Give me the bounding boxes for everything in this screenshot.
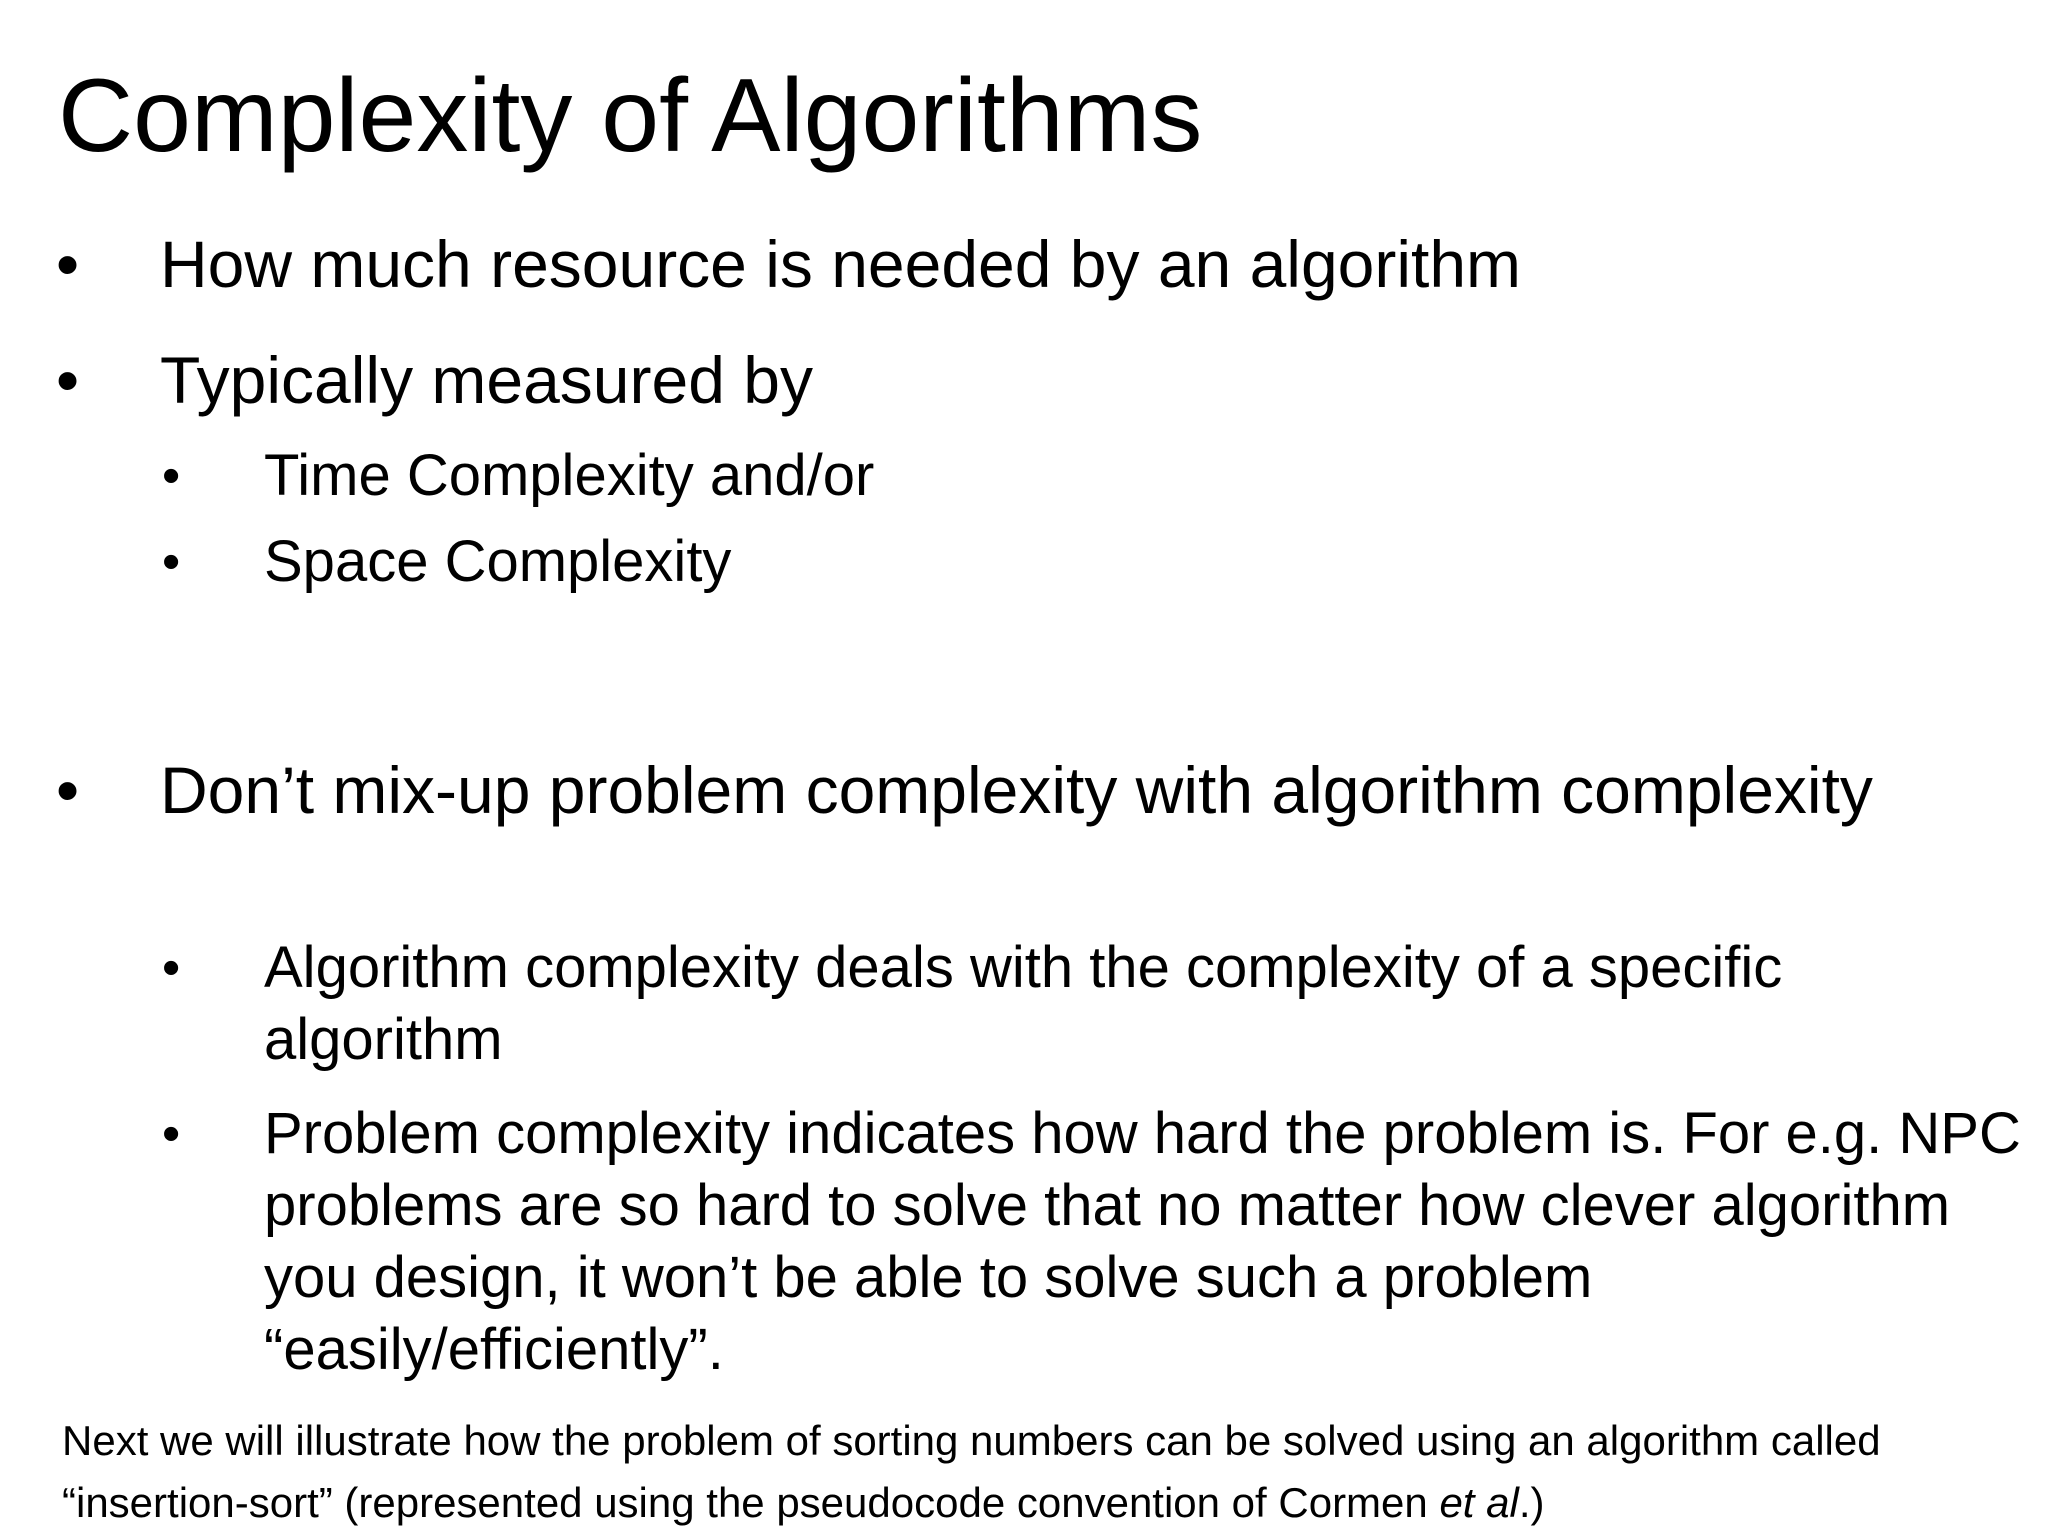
bullet-item bbox=[56, 338, 2016, 422]
bullet-item bbox=[56, 748, 2016, 832]
sub-bullet-item bbox=[162, 440, 2032, 512]
footer-text-end: .) bbox=[1518, 1479, 1545, 1526]
bullet-dot-icon: • bbox=[162, 1105, 181, 1163]
sub-bullet-item bbox=[162, 526, 2032, 598]
bullet-dot-icon: • bbox=[56, 753, 80, 827]
bullet-dot-icon: • bbox=[56, 227, 80, 301]
bullet-text: Don’t mix-up problem complexity with algorithm complexity bbox=[160, 753, 1873, 827]
bullet-text: Time Complexity and/or bbox=[264, 443, 875, 508]
footer-note bbox=[62, 1410, 2022, 1534]
bullet-text: Algorithm complexity deals with the complexity of a specific algorithm bbox=[264, 935, 1783, 1072]
bullet-dot-icon: • bbox=[162, 939, 181, 997]
bullet-text: Problem complexity indicates how hard the problem is. For e.g. NPC problems are so hard to solve that no matter how clever algorithm you design, it won’t be able to solve such a problem “easily/efficiently”. bbox=[264, 1101, 2021, 1382]
footer-italic-text: et al bbox=[1439, 1479, 1519, 1526]
bullet-text: How much resource is needed by an algorithm bbox=[160, 227, 1522, 301]
slide-title: Complexity of Algorithms bbox=[58, 58, 1203, 174]
bullet-dot-icon: • bbox=[162, 533, 181, 591]
bullet-text: Space Complexity bbox=[264, 529, 732, 594]
bullet-text: Typically measured by bbox=[160, 343, 813, 417]
bullet-dot-icon: • bbox=[56, 343, 80, 417]
bullet-item bbox=[56, 222, 2016, 306]
sub-bullet-item bbox=[162, 932, 2032, 1076]
sub-bullet-item bbox=[162, 1098, 2032, 1386]
bullet-dot-icon: • bbox=[162, 447, 181, 505]
footer-text: Next we will illustrate how the problem of sorting numbers can be solved using an algorithm called “insertion-sort” (represented using the pseudocode convention of Cormen bbox=[62, 1417, 1881, 1526]
